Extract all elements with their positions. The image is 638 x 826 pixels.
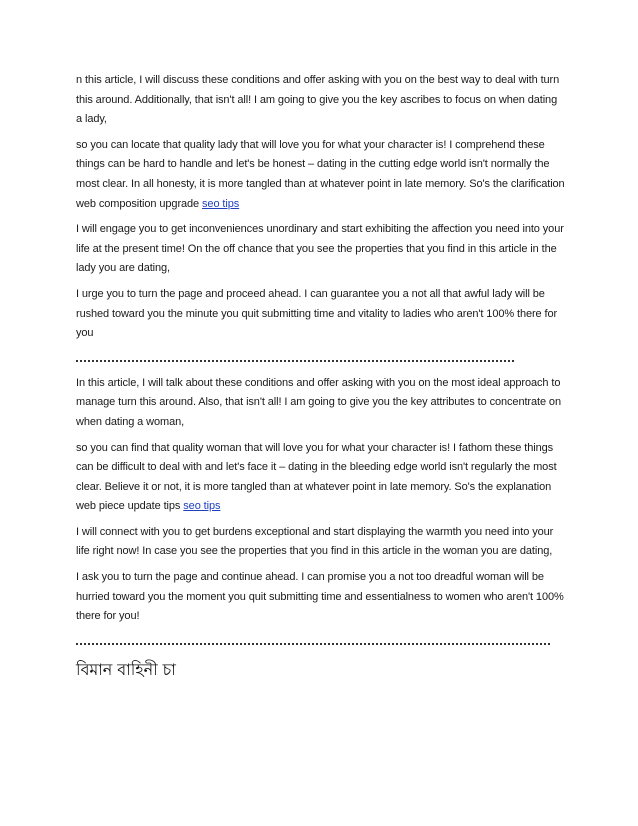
paragraph-6-text: so you can find that quality woman that will love you for what your character is! I fathom these things can be difficult to deal with and let's face it – dating in the bleeding edge world isn't regularly the most clear. Believe it or not, it is more tangled than at whatever point in late memory. So's the explanation web piece update tips <box>76 441 557 513</box>
document-body <box>76 71 566 681</box>
seo-tips-link-2[interactable]: seo tips <box>183 500 221 513</box>
paragraph-3: I will engage you to get inconveniences unordinary and start exhibiting the affection you need into your life at the present time! On the off chance that you see the properties that you find in this article in the lady you are dating, <box>76 223 564 275</box>
paragraph-2-text: so you can locate that quality lady that will love you for what your character is! I comprehend these things can be hard to handle and let's be honest – dating in the cutting edge world isn't normally the most clear. In all honesty, it is more tangled than at whatever point in late memory. So's the clarification web composition upgrade <box>76 138 565 210</box>
seo-tips-link-1[interactable]: seo tips <box>202 197 240 210</box>
paragraph-1: n this article, I will discuss these conditions and offer asking with you on the best way to deal with turn this around. Additionally, that isn't all! I am going to give you the key ascribes to focus on when dating a lady, <box>76 74 560 126</box>
dotted-separator-2 <box>76 633 550 645</box>
paragraph-5: In this article, I will talk about these conditions and offer asking with you on the most ideal approach to manage turn this around. Also, that isn't all! I am going to give you the key attributes to concentrate on when dating a woman, <box>76 376 561 428</box>
bengali-heading: বিমান বাহিনী চা <box>76 659 176 679</box>
paragraph-8: I ask you to turn the page and continue ahead. I can promise you a not too dreadful woman will be hurried toward you the moment you quit submitting time and essentialness to women who aren't 100% there for you! <box>76 571 564 623</box>
paragraph-6 <box>76 439 566 517</box>
dotted-separator-1 <box>76 350 514 362</box>
paragraph-7: I will connect with you to get burdens exceptional and start displaying the warmth you need into your life right now! In case you see the properties that you find in this article in the woman you are dating, <box>76 525 554 558</box>
paragraph-4: I urge you to turn the page and proceed ahead. I can guarantee you a not all that awful lady will be rushed toward you the minute you quit submitting time and vitality to ladies who aren't 100% there for you <box>76 287 558 340</box>
paragraph-2 <box>76 136 566 214</box>
